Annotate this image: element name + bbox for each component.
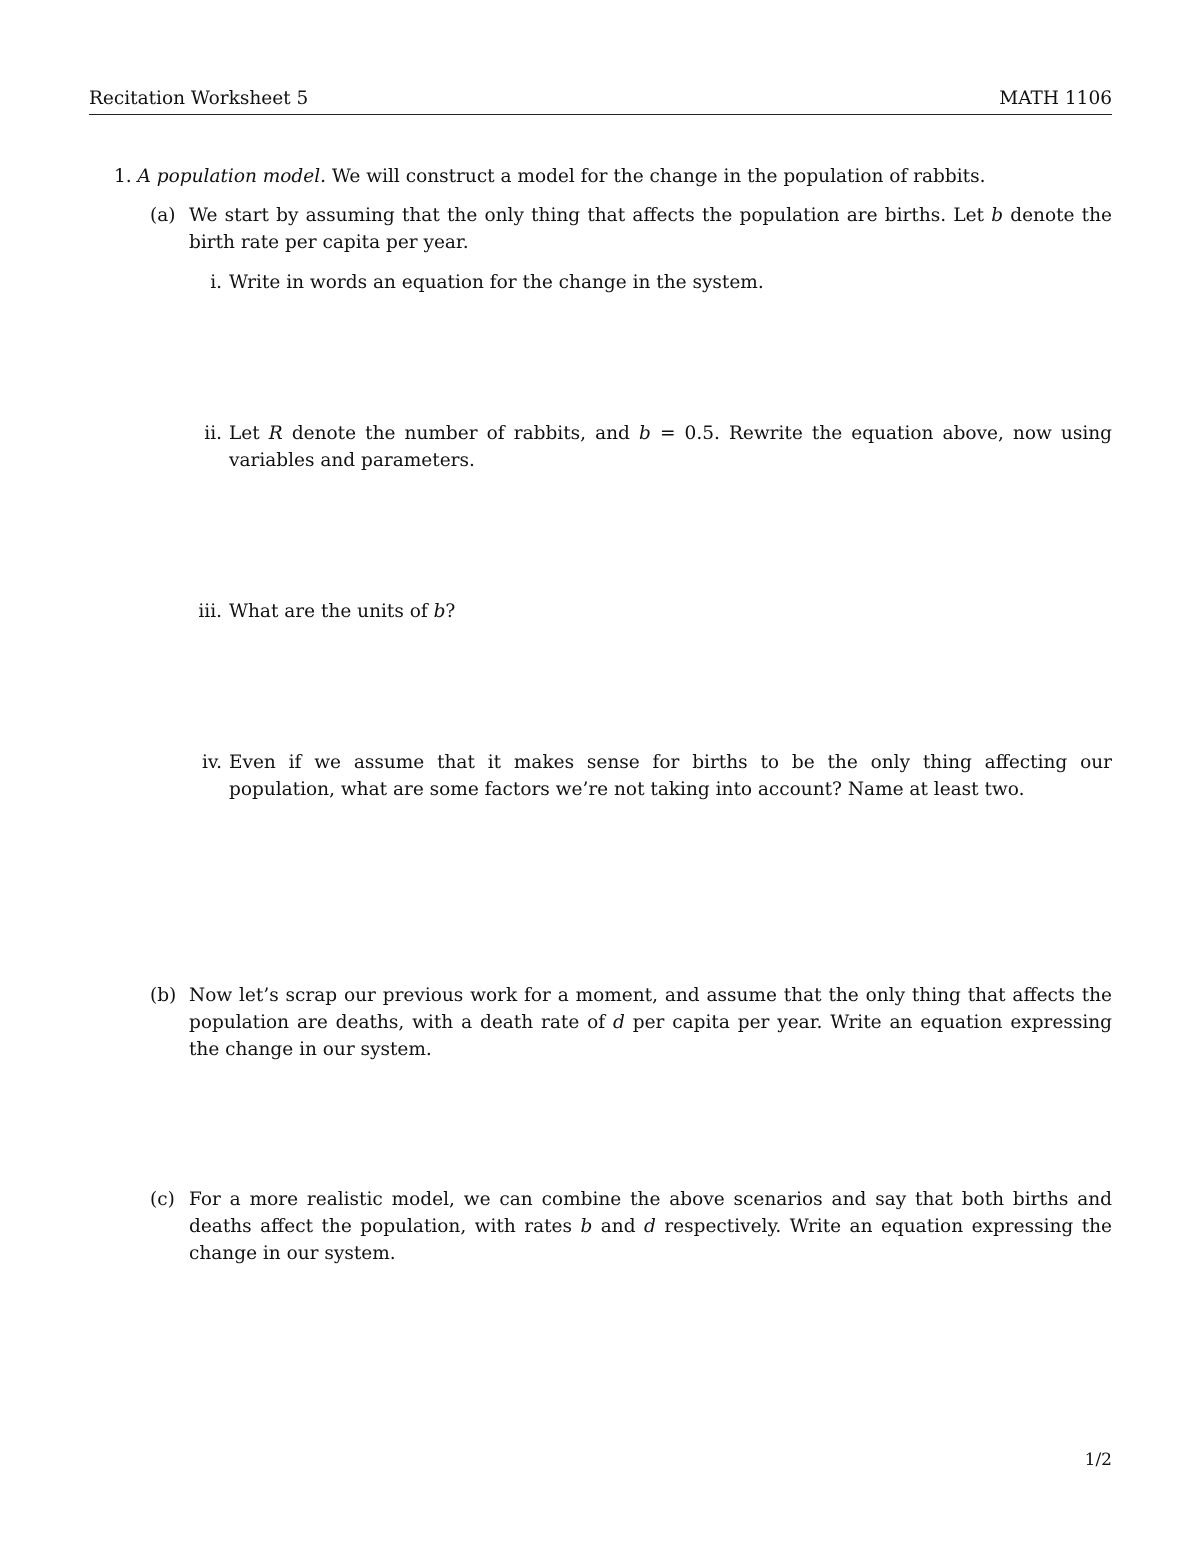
page-number: 1/2 [1084, 1450, 1112, 1470]
part-b-label: (b) [150, 985, 177, 1006]
item-i-text: Write in words an equation for the change in the system. [229, 272, 764, 293]
item-iv-label: iv. [201, 752, 222, 773]
header-course: MATH 1106 [999, 88, 1112, 109]
part-b-text: Now let’s scrap our previous work for a moment, and assume that the only thing that affects the population are deaths, with a death rate of d per capita per year. Write an equation expressing the change in our system. [189, 985, 1112, 1060]
item-ii-text: Let R denote the number of rabbits, and b = 0.5. Rewrite the equation above, now using variables and parameters. [229, 423, 1112, 471]
header-title: Recitation Worksheet 5 [89, 88, 309, 109]
problem-number: 1. [114, 166, 132, 187]
problem-1-heading [114, 163, 1114, 190]
part-a-label: (a) [150, 205, 176, 226]
item-iii-label: iii. [198, 601, 222, 622]
part-c-label: (c) [150, 1189, 175, 1210]
problem-title: A population model. [137, 166, 327, 187]
part-c-text: For a more realistic model, we can combine the above scenarios and say that both births and deaths affect the population, with rates b and d respectively. Write an equation expressing the change in our system. [189, 1189, 1112, 1264]
item-ii-label: ii. [204, 423, 222, 444]
item-iv-text: Even if we assume that it makes sense for births to be the only thing affecting our population, what are some factors we’re not taking into account? Name at least two. [229, 752, 1112, 800]
item-iii-text: What are the units of b? [229, 601, 456, 622]
problem-intro: We will construct a model for the change in the population of rabbits. [326, 166, 986, 187]
page-header [89, 88, 1112, 115]
part-a-text: We start by assuming that the only thing that affects the population are births. Let b denote the birth rate per capita per year. [189, 205, 1112, 253]
item-i-label: i. [210, 272, 222, 293]
